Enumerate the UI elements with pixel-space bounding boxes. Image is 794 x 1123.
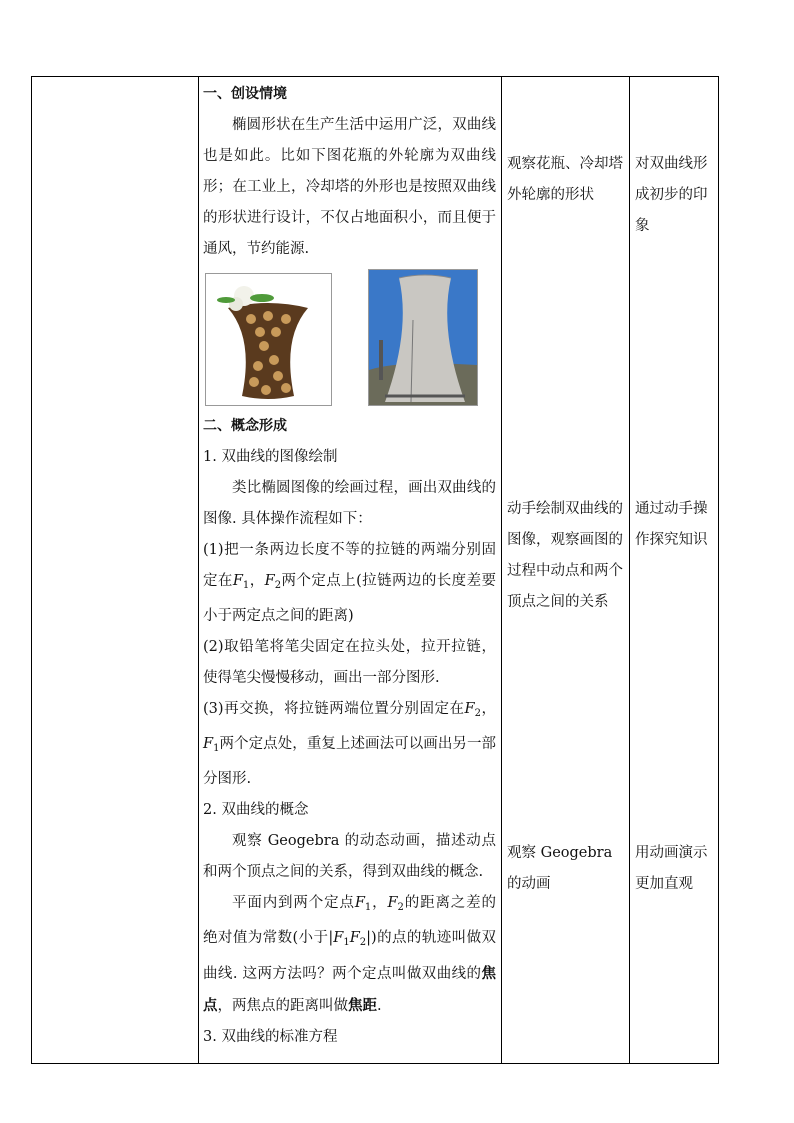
- design-intent-2: 通过动手操作探究知识: [635, 501, 708, 548]
- sub1-title: 1. 双曲线的图像绘制: [203, 449, 338, 465]
- student-activity-3: 观察 Geogebra 的动画: [507, 845, 613, 892]
- student-activity-2: 动手绘制双曲线的图像，观察画图的过程中动点和两个顶点之间的关系: [507, 501, 623, 610]
- column-divider-1: [198, 77, 199, 1063]
- section1-paragraph: 椭圆形状在生产生活中运用广泛，双曲线也是如此。比如下图花瓶的外轮廓为双曲线形；在工业上，冷却塔的外形也是按照双曲线的形状进行设计，不仅占地面积小，而且便于通风，节约能源.: [203, 117, 496, 257]
- sub3-title: 3. 双曲线的标准方程: [203, 1029, 338, 1045]
- sub2-title: 2. 双曲线的概念: [203, 802, 309, 818]
- section2-heading: 二、概念形成: [203, 418, 287, 434]
- column-divider-2: [501, 77, 502, 1063]
- cooling-tower-image: [368, 269, 478, 406]
- section1-heading: 一、创设情境: [203, 86, 287, 102]
- vase-image: [205, 273, 332, 406]
- design-intent-3: 用动画演示更加直观: [635, 845, 708, 892]
- step2: (2)取铅笔将笔尖固定在拉头处，拉开拉链，使得笔尖慢慢移动，画出一部分图形.: [203, 639, 496, 686]
- design-intent-1: 对双曲线形成初步的印象: [635, 156, 708, 234]
- student-activity-1: 观察花瓶、冷却塔外轮廓的形状: [507, 156, 623, 203]
- lesson-table: [31, 76, 719, 1064]
- teaching-content: [203, 79, 496, 265]
- sub2-p1: 观察 Geogebra 的动态动画，描述动点和两个顶点之间的关系，得到双曲线的概念.: [203, 833, 496, 880]
- step3: (3)再交换，将拉链两端位置分别固定在$F_2$，$F_1$两个定点处，重复上述画法可以画出另一部分图形.: [203, 701, 496, 787]
- sub1-intro: 类比椭圆图像的绘画过程，画出双曲线的图像. 具体操作流程如下：: [203, 480, 496, 527]
- column-divider-3: [629, 77, 630, 1063]
- step1: (1)把一条两边长度不等的拉链的两端分别固定在$F_1$，$F_2$两个定点上(拉链两边的长度差要小于两定点之间的距离): [203, 542, 497, 624]
- sub2-p2: 平面内到两个定点$F_1$，$F_2$的距离之差的绝对值为常数(小于$|F_1F_2|$)的点的轨迹叫做双曲线. 这两方法吗？两个定点叫做双曲线的焦点，两焦点的距离叫做焦距.: [203, 895, 496, 1014]
- concept-content: [203, 411, 496, 1053]
